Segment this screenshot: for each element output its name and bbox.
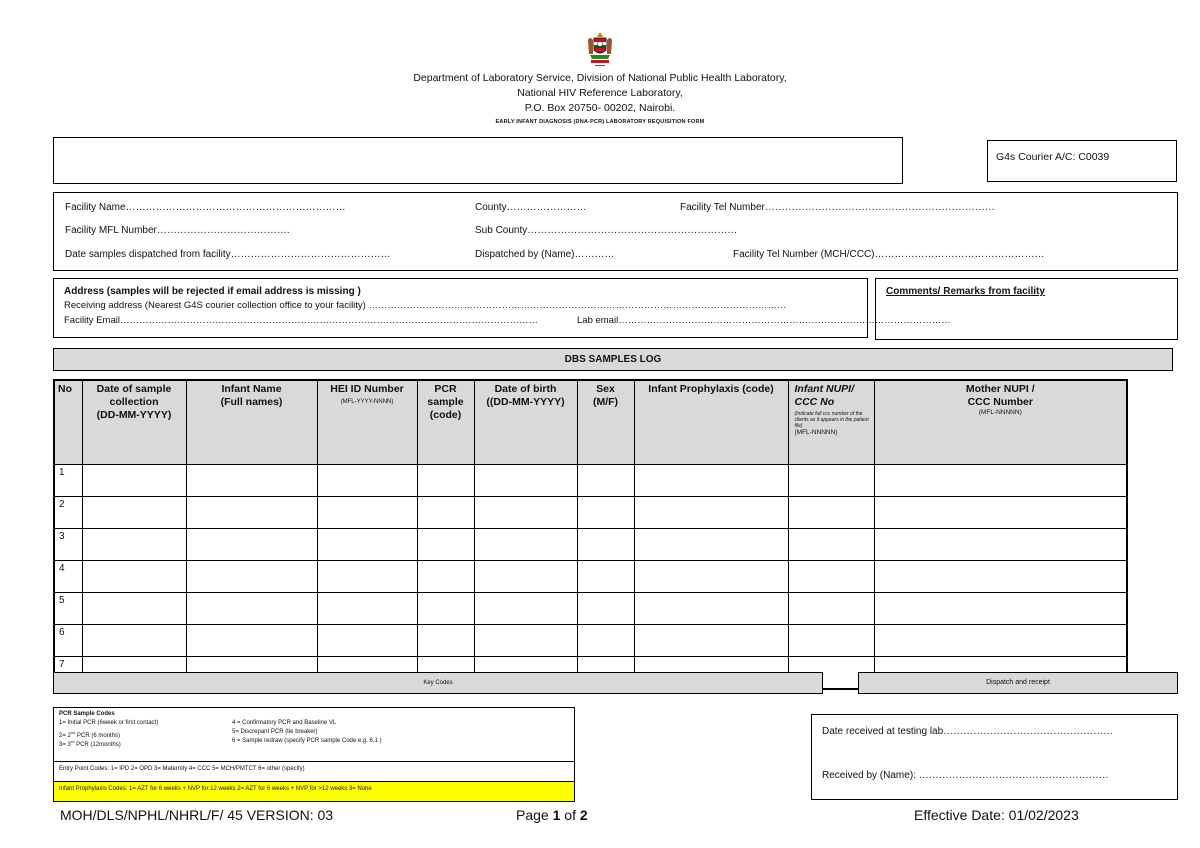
footer-form-code: MOH/DLS/NPHL/NHRL/F/ 45 VERSION: 03	[60, 807, 334, 823]
table-row	[54, 592, 1127, 624]
dispatched-by-field[interactable]: Dispatched by (Name)…………	[475, 249, 615, 260]
pcr-code-6: 6 = Sample redraw (specify PCR sample Code e.g. 6,1 )	[232, 738, 382, 744]
col-date-label-2: collection	[109, 396, 159, 408]
table-cell[interactable]	[788, 464, 874, 496]
table-cell[interactable]	[474, 528, 577, 560]
table-cell[interactable]	[82, 528, 186, 560]
pcr-code-5: 5= Discrepant PCR (tie breaker)	[232, 729, 318, 735]
table-cell[interactable]	[82, 560, 186, 592]
courier-account: G4s Courier A/C: C0039	[996, 151, 1110, 163]
receipt-box	[811, 714, 1178, 800]
table-cell[interactable]	[474, 464, 577, 496]
header-line-2: National HIV Reference Laboratory,	[517, 87, 683, 99]
col-nupi-label-1: Infant NUPI/	[794, 383, 854, 395]
table-cell[interactable]	[417, 496, 474, 528]
dispatch-receipt-label: Dispatch and receipt	[986, 679, 1050, 686]
col-pcr-label-3: (code)	[429, 409, 462, 421]
table-cell[interactable]	[788, 528, 874, 560]
table-cell[interactable]	[317, 624, 417, 656]
pcr-code-4: 4 = Confirmatory PCR and Baseline VL	[232, 720, 337, 726]
key-codes-bar	[53, 672, 823, 694]
county-field[interactable]: County……………………	[475, 202, 587, 213]
col-mother-nupi	[874, 380, 1127, 464]
header-line-1: Department of Laboratory Service, Division of National Public Health Laboratory,	[413, 72, 787, 84]
courier-account-box	[987, 140, 1177, 182]
table-cell[interactable]	[577, 464, 634, 496]
receiving-address-field[interactable]: Receiving address (Nearest G4S courier collection office to your facility) ……………………………………………………………………………………………………………………	[64, 300, 787, 311]
address-box	[53, 278, 951, 338]
table-cell[interactable]	[874, 496, 1127, 528]
table-cell[interactable]	[634, 560, 788, 592]
pcr-code-1: 1= Initial PCR (6week or first contact)	[59, 720, 159, 726]
table-cell[interactable]	[186, 496, 317, 528]
table-cell[interactable]	[788, 560, 874, 592]
row-number: 5	[54, 592, 82, 624]
col-sex	[577, 380, 634, 464]
table-cell[interactable]	[317, 464, 417, 496]
col-prophylaxis	[634, 380, 788, 464]
table-cell[interactable]	[634, 592, 788, 624]
col-date-collection	[82, 380, 186, 464]
table-cell[interactable]	[186, 560, 317, 592]
col-proph-label: Infant Prophylaxis (code)	[648, 383, 774, 395]
facility-stamp-box[interactable]	[53, 137, 903, 184]
entry-point-codes: Entry Point Codes: 1= IPD 2= OPD 3= Maternity 4= CCC 5= MCH/PMTCT 6= other (specify)	[54, 761, 574, 781]
col-infant-name	[186, 380, 317, 464]
col-pcr-sample	[417, 380, 474, 464]
key-codes-label: Key Codes	[423, 680, 453, 686]
table-cell[interactable]	[186, 528, 317, 560]
dbs-log-title-text: DBS SAMPLES LOG	[564, 354, 662, 365]
table-cell[interactable]	[186, 592, 317, 624]
table-cell[interactable]	[474, 496, 577, 528]
lab-email-field[interactable]: Lab email……………………………………………………………………………………………	[577, 315, 951, 326]
table-cell[interactable]	[417, 560, 474, 592]
sub-county-field[interactable]: Sub County………………………………………………………	[475, 225, 738, 236]
col-hei-format: (MFL-YYYY-NNNN)	[340, 399, 394, 405]
table-cell[interactable]	[874, 560, 1127, 592]
row-number: 3	[54, 528, 82, 560]
col-pcr-label-2: sample	[427, 396, 464, 408]
comments-title: Comments/ Remarks from facility	[886, 286, 1045, 297]
col-pcr-label-1: PCR	[434, 383, 457, 395]
form-title: EARLY INFANT DIAGNOSIS (DNA-PCR) LABORATORY REQUISITION FORM	[495, 119, 705, 125]
table-cell[interactable]	[317, 560, 417, 592]
facility-name-field[interactable]: Facility Name…………………………………………………………	[65, 202, 346, 213]
col-mother-label-1: Mother NUPI /	[965, 383, 1035, 395]
row-number: 2	[54, 496, 82, 528]
col-dob-label-1: Date of birth	[494, 383, 557, 395]
col-hei-id	[317, 380, 417, 464]
table-cell[interactable]	[577, 496, 634, 528]
table-cell[interactable]	[474, 560, 577, 592]
table-row	[54, 560, 1127, 592]
footer-effective-date: Effective Date: 01/02/2023	[914, 807, 1079, 823]
row-number: 7	[54, 656, 82, 689]
col-infant-nupi	[788, 380, 874, 464]
table-cell[interactable]	[417, 528, 474, 560]
col-infant-label-1: Infant Name	[221, 383, 282, 395]
table-cell[interactable]	[634, 464, 788, 496]
dbs-log-title	[53, 348, 1173, 371]
table-cell[interactable]	[82, 496, 186, 528]
col-date-label-3: (DD-MM-YYYY)	[96, 409, 172, 421]
row-number: 6	[54, 624, 82, 656]
samples-log-table	[53, 379, 1128, 690]
col-nupi-format: (MFL-NNNNN)	[794, 429, 838, 436]
received-by-field[interactable]: Received by (Name): …………………………………………………	[822, 770, 1109, 781]
table-cell[interactable]	[577, 528, 634, 560]
table-cell[interactable]	[788, 592, 874, 624]
table-cell[interactable]	[317, 528, 417, 560]
table-row	[54, 496, 1127, 528]
table-cell[interactable]	[634, 624, 788, 656]
table-cell[interactable]	[634, 496, 788, 528]
facility-tel-mch-field[interactable]: Facility Tel Number (MCH/CCC)……………………………………………	[733, 249, 1045, 260]
table-cell[interactable]	[874, 528, 1127, 560]
col-dob	[474, 380, 577, 464]
footer-page-number: Page 1 of 2	[516, 807, 588, 823]
col-hei-label: HEI ID Number	[330, 383, 404, 395]
pcr-codes-title: PCR Sample Codes	[59, 711, 115, 717]
table-cell[interactable]	[82, 624, 186, 656]
col-dob-label-2: ((DD-MM-YYYY)	[486, 396, 565, 408]
pcr-code-2: 2= 2nd PCR (6 months)	[59, 730, 120, 739]
table-cell[interactable]	[186, 624, 317, 656]
col-sex-label-1: Sex	[596, 383, 615, 395]
pcr-code-3: 3= 3rd PCR (12months)	[59, 739, 121, 748]
facility-info-box	[53, 192, 1178, 271]
dispatch-receipt-bar	[858, 672, 1178, 694]
table-cell[interactable]	[186, 464, 317, 496]
coat-of-arms-logo	[585, 28, 615, 68]
codes-legend	[53, 707, 575, 802]
table-cell[interactable]	[417, 592, 474, 624]
table-cell[interactable]	[474, 592, 577, 624]
prophylaxis-codes: Infant Prophylaxis Codes: 1= AZT for 6 weeks + NVP for 12 weeks 2= AZT for 6 weeks + NVP for >12 weeks 3= None	[54, 781, 574, 801]
table-cell[interactable]	[874, 464, 1127, 496]
table-row	[54, 624, 1127, 656]
table-cell[interactable]	[577, 624, 634, 656]
table-cell[interactable]	[82, 592, 186, 624]
col-date-label-1: Date of sample	[96, 383, 172, 395]
row-number: 4	[54, 560, 82, 592]
row-number: 1	[54, 464, 82, 496]
col-nupi-note: (Indicate full ccc number of the clients as it appears in the patient file)	[794, 411, 869, 429]
facility-mfl-field[interactable]: Facility MFL Number………………………………….	[65, 225, 290, 236]
table-cell[interactable]	[634, 528, 788, 560]
table-cell[interactable]	[82, 464, 186, 496]
table-cell[interactable]	[577, 560, 634, 592]
table-cell[interactable]	[317, 496, 417, 528]
col-mother-label-2: CCC Number	[967, 396, 1033, 408]
address-title: Address (samples will be rejected if email address is missing )	[64, 286, 361, 297]
table-cell[interactable]	[417, 464, 474, 496]
col-infant-label-2: (Full names)	[220, 396, 283, 408]
date-received-field[interactable]: Date received at testing lab……………………………………………	[822, 726, 1114, 737]
table-cell[interactable]	[474, 624, 577, 656]
table-cell[interactable]	[577, 592, 634, 624]
table-cell[interactable]	[788, 496, 874, 528]
comments-box[interactable]	[875, 278, 1178, 340]
col-no-label: No	[58, 383, 72, 395]
table-cell[interactable]	[788, 624, 874, 656]
table-cell[interactable]	[874, 592, 1127, 624]
col-sex-label-2: (M/F)	[592, 396, 619, 408]
table-cell[interactable]	[317, 592, 417, 624]
dispatch-date-field[interactable]: Date samples dispatched from facility…………………………………………	[65, 249, 391, 260]
col-nupi-label-2: CCC No	[794, 396, 835, 408]
table-row	[54, 528, 1127, 560]
table-cell[interactable]	[874, 624, 1127, 656]
table-row	[54, 464, 1127, 496]
pcr-codes-section	[54, 708, 574, 761]
header-line-3: P.O. Box 20750- 00202, Nairobi.	[524, 102, 676, 114]
facility-tel-field[interactable]: Facility Tel Number……………………………………………………………	[680, 202, 995, 213]
facility-email-field[interactable]: Facility Email……………………………………………………………………………………………………………………	[64, 315, 538, 326]
table-cell[interactable]	[417, 624, 474, 656]
col-no	[54, 380, 82, 464]
col-mother-format: (MFL-NNNNN)	[978, 409, 1022, 416]
